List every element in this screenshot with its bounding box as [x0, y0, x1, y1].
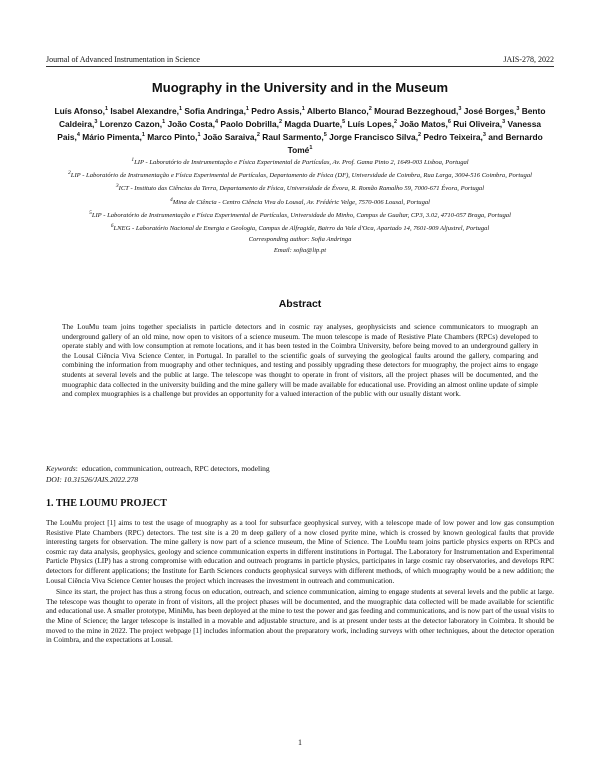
author-name: Luís Lopes, [347, 118, 395, 129]
abstract-text: The LouMu team joins together specialists in particle detectors and in cosmic ray analyses, geophysicists and science communicators to muograph an underground gallery of an old mine, now open to visitors of a science museum. The muon telescope is made of Resistive Plate Chambers (RPCs) developed to operate stably and with low consumption at remote locations, and it has been tested in the Coimbra University, before being moved to an underground gallery in the Lousal Ciência Viva Science Center, in Portugal. In parallel to the scientific goals of surveying the geological faults around the gallery, comparing and combining the information from muography and other techniques, and testing and possibly upgrading these detectors for muography, the project aims to engage students at several levels and the public at large. The telescope was thought to operate in front of visitors, all the project phases will be documented, and the muographic data collected in the university building and the mine gallery will be made available for educational use. Providing an almost online update of simple and complex muographies is a challenge but provides an opportunity for a valued interaction of the public with our usually distant work. [62, 322, 538, 399]
author-name: Magda Duarte, [284, 118, 343, 129]
author [374, 106, 461, 116]
author [220, 119, 282, 129]
author [110, 106, 182, 116]
author [348, 119, 398, 129]
paragraph: The LouMu project [1] aims to test the usage of muography as a tool for subsurface geophysical survey, with a telescope made of low power and low gas consumption Resistive Plate Chambers (RPC) detectors. The test site is a 20 m deep gallery of a now closed pyrite mine, which is crossed by known geological faults that provide interesting targets for observation. The mine gallery is now part of a science museum, the Mine of Science. The LouMu team joins particle physics experts on RPCs and cosmic ray data analysis, geophysics, geology and science communication experts in different institutions in Portugal. The Laboratory for Instrumentation and Experimental Particle Physics (LIP) has a strong compromise with education and outreach programs in particle physics, participates in large cosmic ray observatories, and develops RPC detectors for different applications; the Institute for Earth Sciences conducts geophysical surveys with different methods, of which muography would be a new addition; the Lousal Ciência Viva Science Center houses the project which increases the investment in outreach and communication. [46, 518, 554, 585]
section-heading: 1. THE LOUMU PROJECT [46, 498, 167, 509]
author [251, 106, 305, 116]
author [167, 119, 218, 129]
affiliation-text: LIP - Laboratório de Instrumentação e Física Experimental de Partículas, Universidade do Minho, Campus de Gualtar, CP3, 3.02, 4710-057 Braga, Portugal [91, 211, 511, 219]
running-header [46, 55, 554, 64]
author-affil-mark: 5 [323, 132, 327, 139]
author [399, 119, 450, 129]
author-name: Isabel Alexandre, [110, 105, 179, 116]
author-affil-mark: 4 [76, 132, 80, 139]
paragraph: Since its start, the project has thus a strong focus on education, outreach, and science communication, aiming to engage students at several levels and the public at large. The telescope was thought to operate in front of visitors, all the project phases will be documented, and the muographic data collected will be made available for scientific and educational use. A smaller prototype, MiniMu, has been deployed at the mine to test the power and gas feeding and communications, and is now part of the usual visits to the Mine of Science; the larger telescope is installed in a movable and adjustable structure, and is at present under tests at the detector laboratory in Coimbra. It should be moved to the mine in 2022. The project webpage [1] includes information about the preparatory work, including surveys with other techniques, about the detector operation in Coimbra, and the expectations at Lousal. [46, 587, 554, 645]
author-affil-mark: 1 [301, 106, 305, 112]
keywords-block: Keywords: education, communication, outreach, RPC detectors, modeling DOI: 10.31526/JAIS.2022.278 [46, 464, 270, 484]
author [262, 132, 327, 142]
author-name: Alberto Blanco, [306, 105, 369, 116]
author-affil-mark: 3 [94, 119, 98, 126]
affiliation [60, 209, 540, 220]
doi: DOI: 10.31526/JAIS.2022.278 [46, 474, 139, 484]
affiliation-text: LIP - Laboratório de Instrumentação e Física Experimental de Partículas, Departamento de Física (DF), Universidade de Coimbra, Rua Larga, 3004-516 Coimbra, Portugal [70, 172, 532, 180]
author [307, 106, 372, 116]
affiliation [60, 156, 540, 167]
author-affil-mark: 1 [162, 119, 166, 126]
author-name: Sofia Andringa, [184, 105, 246, 116]
author [423, 132, 486, 142]
affiliation-mark: 2 [68, 170, 71, 177]
section-body [46, 518, 554, 647]
abstract-heading: Abstract [278, 298, 322, 310]
author-name: João Costa, [167, 118, 215, 129]
author-affil-mark: 6 [447, 119, 451, 126]
keywords-text: education, communication, outreach, RPC detectors, modeling [81, 464, 270, 473]
author-affil-mark: 5 [342, 119, 346, 126]
author-affil-mark: 2 [256, 132, 260, 139]
affiliation-mark: 3 [115, 183, 119, 190]
journal-name: Journal of Advanced Instrumentation in Science [46, 55, 200, 64]
author [82, 132, 145, 142]
author-name: Jorge Francisco Silva, [329, 131, 419, 142]
author-affil-mark: 2 [368, 106, 372, 112]
author [329, 132, 421, 142]
author [453, 119, 505, 129]
author [100, 119, 165, 129]
author-name: Marco Pinto, [147, 131, 198, 142]
author-affil-mark: 1 [309, 145, 313, 152]
affiliations [60, 156, 540, 257]
affiliation [60, 222, 540, 233]
author [203, 132, 260, 142]
affiliation [60, 196, 540, 207]
author-name: Luís Afonso, [54, 105, 105, 116]
author-name: Raul Sarmento, [262, 131, 324, 142]
author-affil-mark: 1 [245, 106, 249, 112]
author-name: Mourad Bezzeghoud, [374, 105, 459, 116]
abstract-body [62, 322, 538, 399]
author-name: Vanessa Pais, [57, 118, 542, 142]
page-number: 1 [298, 738, 302, 747]
affiliation [60, 169, 540, 180]
author-affil-mark: 4 [214, 119, 219, 126]
author [147, 132, 200, 142]
author-affil-mark: 3 [458, 106, 462, 112]
author-affil-mark: 1 [178, 106, 182, 112]
author-name: Pedro Teixeira, [423, 131, 483, 142]
author-affil-mark: 1 [197, 132, 201, 139]
affiliation-mark: 4 [170, 196, 173, 203]
author [284, 119, 345, 129]
paper-title: Muography in the University and in the Museum [151, 80, 449, 95]
author-affil-mark: 2 [394, 119, 398, 126]
affiliation-text: LNEG - Laboratório Nacional de Energia e Geologia, Campus de Alfragide, Bairro da Vale d'Oca, Apartado 14, 7601-909 Aljustrel, Portugal [113, 225, 490, 233]
author [55, 106, 108, 116]
affiliation-text: Mina de Ciência - Centro Ciência Viva do Lousal, Av. Frédéric Velge, 7570-006 Lousal, Portugal [172, 198, 430, 206]
author [184, 106, 249, 116]
author-list [50, 104, 550, 156]
affiliation-text: ICT - Instituto das Ciências da Terra, Departamento de Física, Universidade de Évora, R. Romão Ramalho 59, 7000-671 Évora, Portugal [118, 185, 485, 193]
header-rule [46, 66, 554, 67]
author-name: Pedro Assis, [251, 105, 302, 116]
author-affil-mark: 2 [279, 119, 283, 126]
article-ref: JAIS-278, 2022 [503, 55, 554, 64]
author-name: and Bernardo Tomé [287, 131, 543, 156]
author-affil-mark: 3 [502, 119, 506, 126]
affiliation-mark: 5 [89, 209, 92, 216]
author-name: Lorenzo Cazon, [99, 118, 163, 129]
author-name: Paolo Dobrilla, [220, 118, 279, 129]
affiliation-text: LIP - Laboratório de Instrumentação e Física Experimental de Partículas, Av. Prof. Gama Pinto 2, 1649-003 Lisboa, Portugal [134, 159, 469, 167]
affiliation-mark: 1 [131, 157, 135, 163]
affiliation [60, 182, 540, 193]
author [464, 106, 520, 116]
contact-email: Email: sofia@lip.pt [273, 247, 327, 255]
author-name: Rui Oliveira, [453, 118, 503, 129]
author-name: Mário Pimenta, [82, 131, 142, 142]
author-affil-mark: 1 [104, 106, 109, 112]
affiliation-mark: 6 [110, 222, 114, 229]
author-name: Bento Caldeira, [58, 105, 546, 129]
author-name: João Matos, [399, 118, 448, 129]
keywords-label: Keywords [46, 464, 76, 473]
author-affil-mark: 3 [482, 132, 486, 139]
author-affil-mark: 1 [141, 132, 145, 139]
author-affil-mark: 3 [516, 106, 520, 112]
corresponding-author: Corresponding author: Sofia Andringa [248, 236, 352, 244]
author-name: João Saraiva, [202, 131, 257, 142]
author-name: José Borges, [463, 105, 517, 116]
author-affil-mark: 2 [418, 132, 422, 139]
